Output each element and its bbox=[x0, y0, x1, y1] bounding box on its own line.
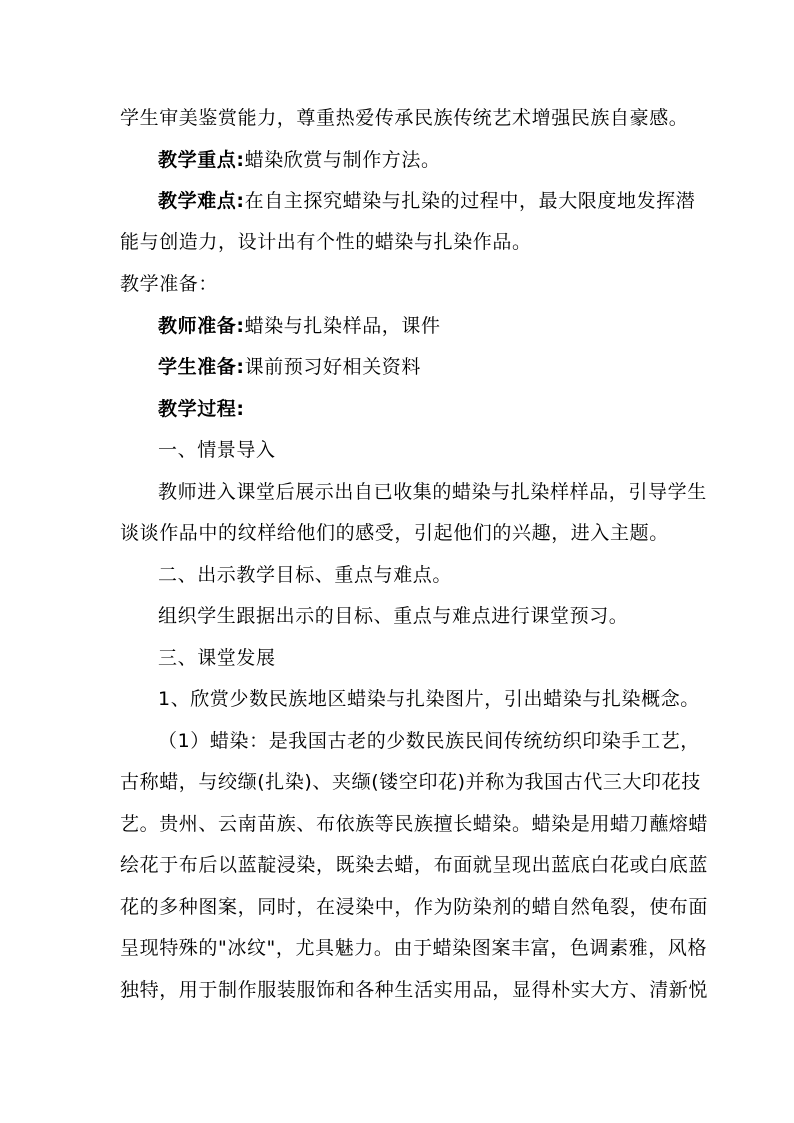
line-text: 教学准备： bbox=[120, 273, 219, 295]
paragraph-line bbox=[120, 521, 669, 545]
section-heading bbox=[158, 646, 276, 670]
paragraph-line bbox=[120, 230, 532, 254]
paragraph-line bbox=[120, 106, 688, 130]
heading-label: 教学重点: bbox=[158, 149, 245, 171]
line-text: 谈谈作品中的纹样给他们的感受，引起他们的兴趣，进入主题。 bbox=[120, 522, 669, 544]
teaching-difficulty-line bbox=[158, 189, 695, 213]
paragraph-line bbox=[158, 687, 700, 711]
student-prep-line bbox=[158, 355, 421, 379]
section-heading bbox=[120, 272, 218, 296]
paragraph-line bbox=[158, 729, 700, 753]
line-text: 教师进入课堂后展示出自已收集的蜡染与扎染样样品，引导学生 bbox=[158, 481, 707, 503]
line-text: 课前预习好相关资料 bbox=[244, 356, 422, 378]
line-text: 呈现特殊的"冰纹"，尤具魅力。由于蜡染图案丰富，色调素雅，风格 bbox=[120, 937, 708, 959]
line-text: 古称蜡，与绞缬(扎染)、夹缬(镂空印花)并称为我国古代三大印花技 bbox=[120, 771, 701, 793]
paragraph-line bbox=[158, 480, 707, 504]
line-text: 在自主探究蜡染与扎染的过程中，最大限度地发挥潜 bbox=[244, 190, 696, 212]
section-heading bbox=[158, 563, 452, 587]
line-text: 1、欣赏少数民族地区蜡染与扎染图片，引出蜡染与扎染概念。 bbox=[158, 688, 700, 710]
line-text: 学生审美鉴赏能力，尊重热爱传承民族传统艺术增强民族自豪感。 bbox=[120, 107, 689, 129]
paragraph-line bbox=[120, 853, 708, 877]
paragraph-line bbox=[120, 936, 707, 960]
paragraph-line bbox=[120, 978, 708, 1002]
line-text: 蜡染欣赏与制作方法。 bbox=[244, 149, 441, 171]
line-text: 花的多种图案，同时，在浸染中，作为防染剂的蜡自然龟裂，使布面 bbox=[120, 896, 709, 918]
paragraph-line bbox=[158, 604, 628, 628]
line-text: 能与创造力，设计出有个性的蜡染与扎染作品。 bbox=[120, 231, 532, 253]
teaching-focus-line bbox=[158, 148, 441, 172]
teaching-process-heading bbox=[158, 397, 245, 421]
line-text: 组织学生跟据出示的目标、重点与难点进行课堂预习。 bbox=[158, 605, 629, 627]
line-text: 绘花于布后以蓝靛浸染，既染去蜡，布面就呈现出蓝底白花或白底蓝 bbox=[120, 854, 709, 876]
paragraph-line bbox=[120, 812, 708, 836]
heading-label: 教学过程: bbox=[158, 398, 245, 420]
heading-label: 教学难点: bbox=[158, 190, 245, 212]
line-text: （1）蜡染：是我国古老的少数民族民间传统纺织印染手工艺， bbox=[158, 730, 700, 752]
paragraph-line bbox=[120, 770, 701, 794]
teacher-prep-line bbox=[158, 314, 441, 338]
line-text: 蜡染与扎染样品，课件 bbox=[244, 315, 441, 337]
line-text: 二、出示教学目标、重点与难点。 bbox=[158, 564, 453, 586]
heading-label: 学生准备: bbox=[158, 356, 245, 378]
paragraph-line bbox=[120, 895, 708, 919]
heading-label: 教师准备: bbox=[158, 315, 245, 337]
line-text: 三、课堂发展 bbox=[158, 647, 276, 669]
line-text: 一、情景导入 bbox=[158, 439, 276, 461]
line-text: 艺。贵州、云南苗族、布依族等民族擅长蜡染。蜡染是用蜡刀蘸熔蜡 bbox=[120, 813, 709, 835]
section-heading bbox=[158, 438, 276, 462]
line-text: 独特，用于制作服装服饰和各种生活实用品，显得朴实大方、清新悦 bbox=[120, 979, 709, 1001]
